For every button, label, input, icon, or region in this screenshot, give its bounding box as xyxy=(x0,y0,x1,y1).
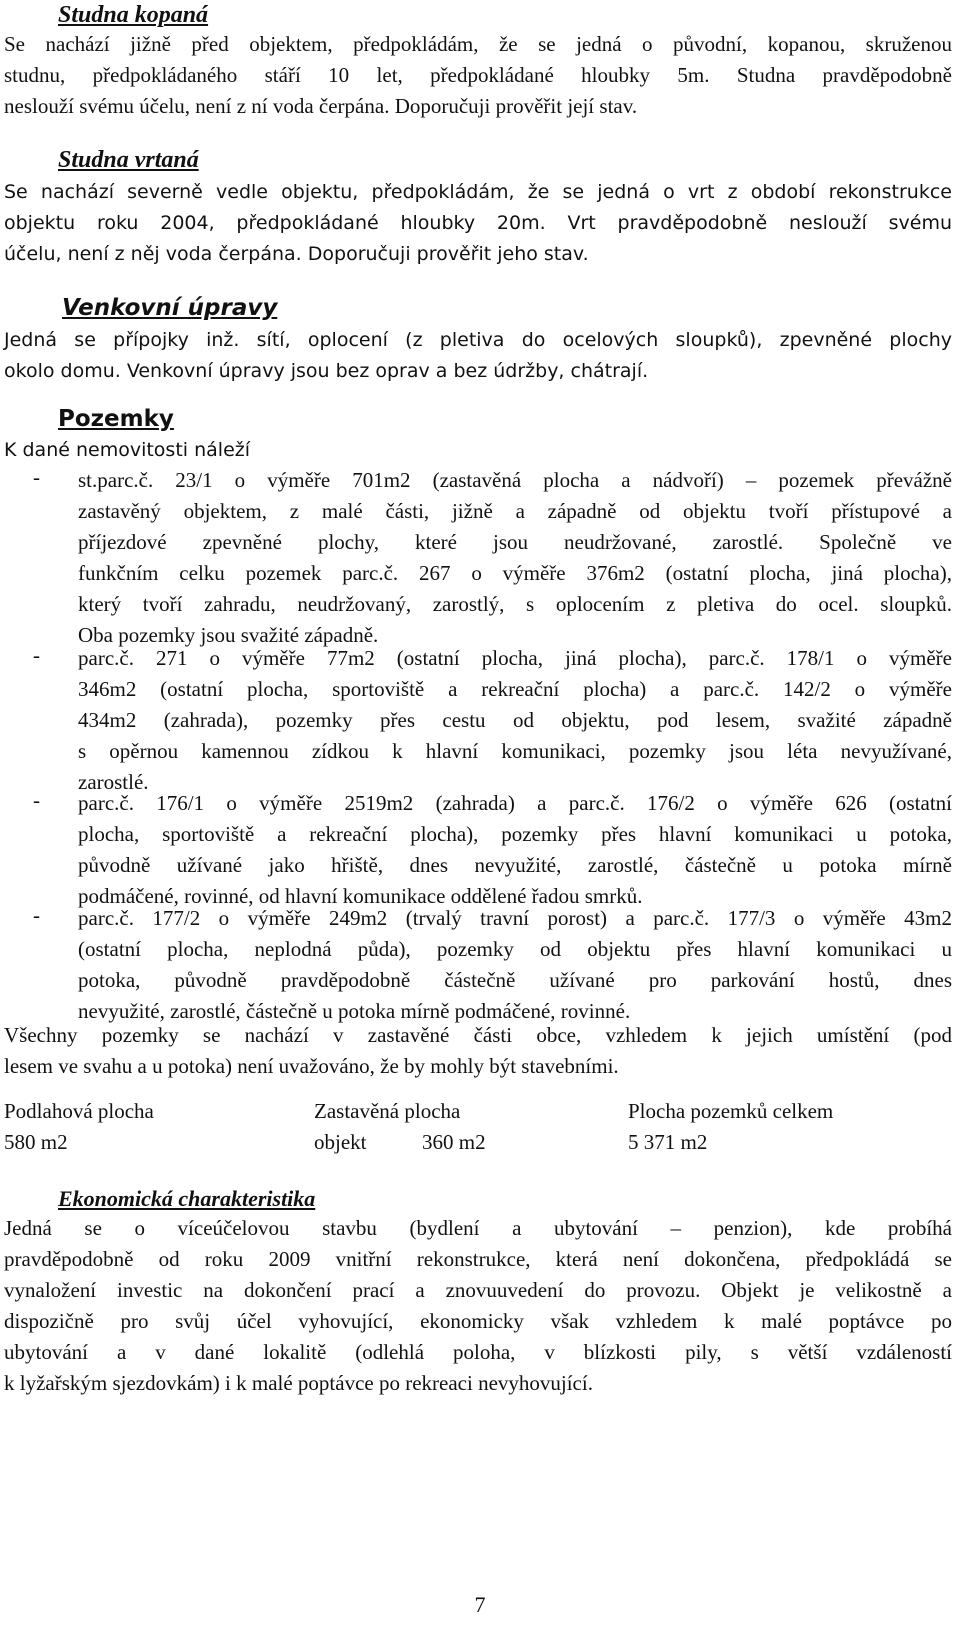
text-line: Jedná se o víceúčelovou stavbu (bydlení a ubytování – penzion), kde probíhá xyxy=(4,1216,952,1240)
text-line: pravděpodobně od roku 2009 vnitřní rekonstrukce, která není dokončena, předpokládá se xyxy=(4,1247,952,1271)
text-line: 346m2 (ostatní plocha, sportoviště a rekreační plocha) a parc.č. 142/2 o výměře xyxy=(78,677,952,701)
list-item xyxy=(78,903,952,1027)
built-area-value: 360 m2 xyxy=(422,1130,486,1154)
text-line: parc.č. 271 o výměře 77m2 (ostatní plocha, jiná plocha), parc.č. 178/1 o výměře xyxy=(78,646,952,670)
bullet-dash: - xyxy=(33,788,40,812)
text-line: parc.č. 176/1 o výměře 2519m2 (zahrada) a parc.č. 176/2 o výměře 626 (ostatní xyxy=(78,791,952,815)
text-line: dispozičně pro svůj účel vyhovující, ekonomicky však vzhledem k malé poptávce po xyxy=(4,1309,952,1333)
text-line: okolo domu. Venkovní úpravy jsou bez oprav a bez údržby, chátrají. xyxy=(4,360,649,382)
paragraph-studna-kopana xyxy=(4,29,952,122)
text-line: Oba pozemky jsou svažité západně. xyxy=(78,623,379,647)
heading-pozemky: Pozemky xyxy=(58,406,174,432)
paragraph-studna-vrtana xyxy=(4,177,952,270)
heading-studna-vrtana: Studna vrtaná xyxy=(58,147,199,173)
text-line: K dané nemovitosti náleží xyxy=(4,439,251,461)
bullet-dash: - xyxy=(33,643,40,667)
pozemky-closing xyxy=(4,1020,952,1082)
heading-ekonomicka-charakteristika xyxy=(58,1184,315,1214)
text-line: lesem ve svahu a u potoka) není uvažováno, že by mohly být stavebními. xyxy=(4,1054,619,1078)
text-line: k lyžařským sjezdovkám) i k malé poptávce po rekreaci nevyhovující. xyxy=(4,1371,593,1395)
heading-studna-kopana: Studna kopaná xyxy=(58,2,209,28)
text-line: účelu, není z něj voda čerpána. Doporučuji prověřit jeho stav. xyxy=(4,243,589,265)
text-line: zarostlé. xyxy=(78,770,149,794)
land-area-value: 5 371 m2 xyxy=(628,1130,708,1154)
text-line: Se nachází severně vedle objektu, předpokládám, že se jedná o vrt z období rekonstrukce xyxy=(4,181,952,203)
text-line: objektu roku 2004, předpokládané hloubky 20m. Vrt pravděpodobně neslouží svému xyxy=(4,212,952,234)
text-line: Všechny pozemky se nachází v zastavěné části obce, vzhledem k jejich umístění (pod xyxy=(4,1023,952,1047)
text-line: podmáčené, rovinné, od hlavní komunikace oddělené řadou smrků. xyxy=(78,884,643,908)
text-line: plocha, sportoviště a rekreační plocha), pozemky přes hlavní komunikaci u potoka, xyxy=(78,822,952,846)
heading-text: Ekonomická charakteristika xyxy=(58,1186,316,1211)
bullet-dash: - xyxy=(33,465,40,489)
text-line: s opěrnou kamennou zídkou k hlavní komunikaci, pozemky jsou léta nevyužívané, xyxy=(78,739,952,763)
pozemky-intro xyxy=(4,435,952,466)
floor-area-label: Podlahová plocha xyxy=(4,1099,154,1123)
built-area-label: Zastavěná plocha xyxy=(314,1099,461,1123)
paragraph-ekonomicka xyxy=(4,1213,952,1399)
built-area-prefix: objekt xyxy=(314,1130,367,1154)
list-item xyxy=(78,465,952,651)
heading-venkovni-upravy: Venkovní úpravy xyxy=(62,295,278,321)
text-line: studnu, předpokládaného stáří 10 let, předpokládané hloubky 5m. Studna pravděpodobně xyxy=(4,63,952,87)
text-line: neslouží svému účelu, není z ní voda čerpána. Doporučuji prověřit její stav. xyxy=(4,94,638,118)
floor-area-value: 580 m2 xyxy=(4,1130,68,1154)
list-item xyxy=(78,788,952,912)
text-line: st.parc.č. 23/1 o výměře 701m2 (zastavěná plocha a nádvoří) – pozemek převážně xyxy=(78,468,952,492)
text-line: původně užívané jako hřiště, dnes nevyužité, zarostlé, částečně u potoka mírně xyxy=(78,853,952,877)
text-line: ubytování a v dané lokalitě (odlehlá poloha, v blízkosti pily, s větší vzdáleností xyxy=(4,1340,952,1364)
page-number: 7 xyxy=(474,1592,486,1617)
text-line: nevyužité, zarostlé, částečně u potoka mírně podmáčené, rovinné. xyxy=(78,999,631,1023)
text-line: (ostatní plocha, neplodná půda), pozemky od objektu přes hlavní komunikaci u xyxy=(78,937,952,961)
text-line: parc.č. 177/2 o výměře 249m2 (trvalý travní porost) a parc.č. 177/3 o výměře 43m2 xyxy=(78,906,952,930)
text-line: funkčním celku pozemek parc.č. 267 o výměře 376m2 (ostatní plocha, jiná plocha), xyxy=(78,561,952,585)
text-line: vynaložení investic na dokončení prací a znovuuvedení do provozu. Objekt je velikostně a xyxy=(4,1278,952,1302)
land-area-label: Plocha pozemků celkem xyxy=(628,1099,834,1123)
text-line: potoka, původně pravděpodobně částečně užívané pro parkování hostů, dnes xyxy=(78,968,952,992)
text-line: zastavěný objektem, z malé části, jižně a západně od objektu tvoří přístupové a xyxy=(78,499,952,523)
list-item xyxy=(78,643,952,798)
text-line: který tvoří zahradu, neudržovaný, zarostlý, s oplocením z pletiva do ocel. sloupků. xyxy=(78,592,952,616)
text-line: 434m2 (zahrada), pozemky přes cestu od objektu, pod lesem, svažité západně xyxy=(78,708,952,732)
text-line: Jedná se přípojky inž. sítí, oplocení (z pletiva do ocelových sloupků), zpevněné plochy xyxy=(4,329,952,351)
paragraph-venkovni-upravy xyxy=(4,325,952,387)
bullet-dash: - xyxy=(33,903,40,927)
text-line: Se nachází jižně před objektem, předpokládám, že se jedná o původní, kopanou, skruženou xyxy=(4,32,952,56)
text-line: příjezdové zpevněné plochy, které jsou neudržované, zarostlé. Společně ve xyxy=(78,530,952,554)
